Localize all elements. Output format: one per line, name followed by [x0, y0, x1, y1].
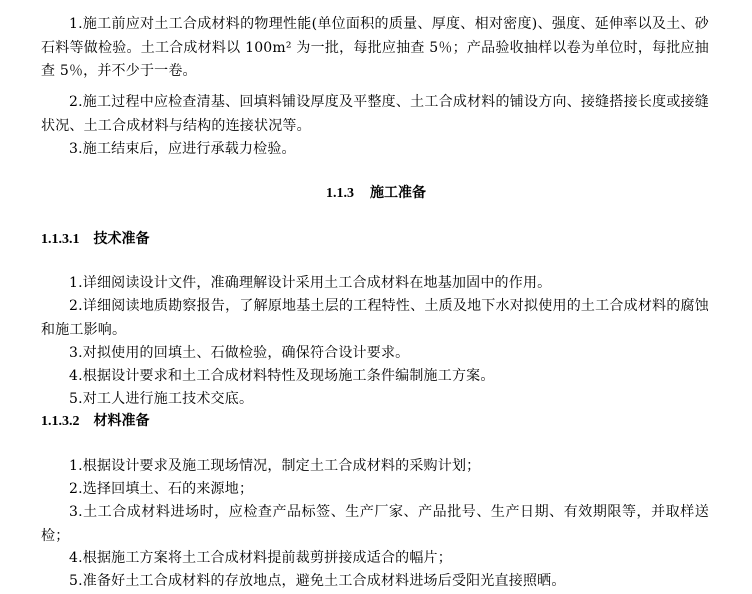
section-number: 1.1.3.2 [41, 414, 80, 429]
material-prep-item-1: 1.根据设计要求及施工现场情况，制定土工合成材料的采购计划； [69, 458, 481, 474]
material-prep-item-4: 4.根据施工方案将土工合成材料提前裁剪拼接成适合的幅片； [69, 550, 452, 566]
material-prep-item-3: 3.土工合成材料进场时，应检查产品标签、生产厂家、产品批号、生产日期、有效期限等，并取样送检； [41, 504, 709, 544]
tech-prep-item-2: 2.详细阅读地质勘察报告，了解原地基土层的工程特性、土质及地下水对拟使用的土工合成材料的腐蚀和施工影响。 [41, 298, 709, 338]
section-heading-1-1-3-1 [41, 228, 150, 251]
intro-paragraph-1: 1.施工前应对土工合成材料的物理性能(单位面积的质量、厚度、相对密度)、强度、延伸率以及土、砂石料等做检验。土工合成材料以 100m² 为一批，每批应抽查 5％；产品验收抽样以卷为单位时，每批应抽查 5％，并不少于一卷。 [41, 16, 709, 79]
tech-prep-item-1: 1.详细阅读设计文件，准确理解设计采用土工合成材料在地基加固中的作用。 [69, 275, 552, 291]
section-title: 材料准备 [93, 413, 150, 429]
section-title: 技术准备 [93, 231, 150, 247]
section-title: 施工准备 [370, 185, 426, 201]
tech-prep-item-4: 4.根据设计要求和土工合成材料特性及现场施工条件编制施工方案。 [69, 368, 495, 384]
material-prep-item-2: 2.选择回填土、石的来源地； [69, 481, 254, 497]
intro-paragraph-2: 2.施工过程中应检查清基、回填料铺设厚度及平整度、土工合成材料的铺设方向、接缝搭接长度或接缝状况、土工合成材料与结构的连接状况等。 [41, 94, 709, 134]
material-prep-item-5: 5.准备好土工合成材料的存放地点，避免土工合成材料进场后受阳光直接照晒。 [69, 573, 566, 589]
intro-paragraph-3: 3.施工结束后，应进行承载力检验。 [69, 141, 296, 157]
section-heading-1-1-3 [0, 182, 752, 205]
tech-prep-item-3: 3.对拟使用的回填土、石做检验，确保符合设计要求。 [69, 345, 410, 361]
section-number: 1.1.3.1 [41, 232, 80, 247]
tech-prep-item-5: 5.对工人进行施工技术交底。 [69, 391, 254, 407]
section-heading-1-1-3-2 [41, 410, 150, 433]
section-number: 1.1.3 [326, 186, 354, 201]
